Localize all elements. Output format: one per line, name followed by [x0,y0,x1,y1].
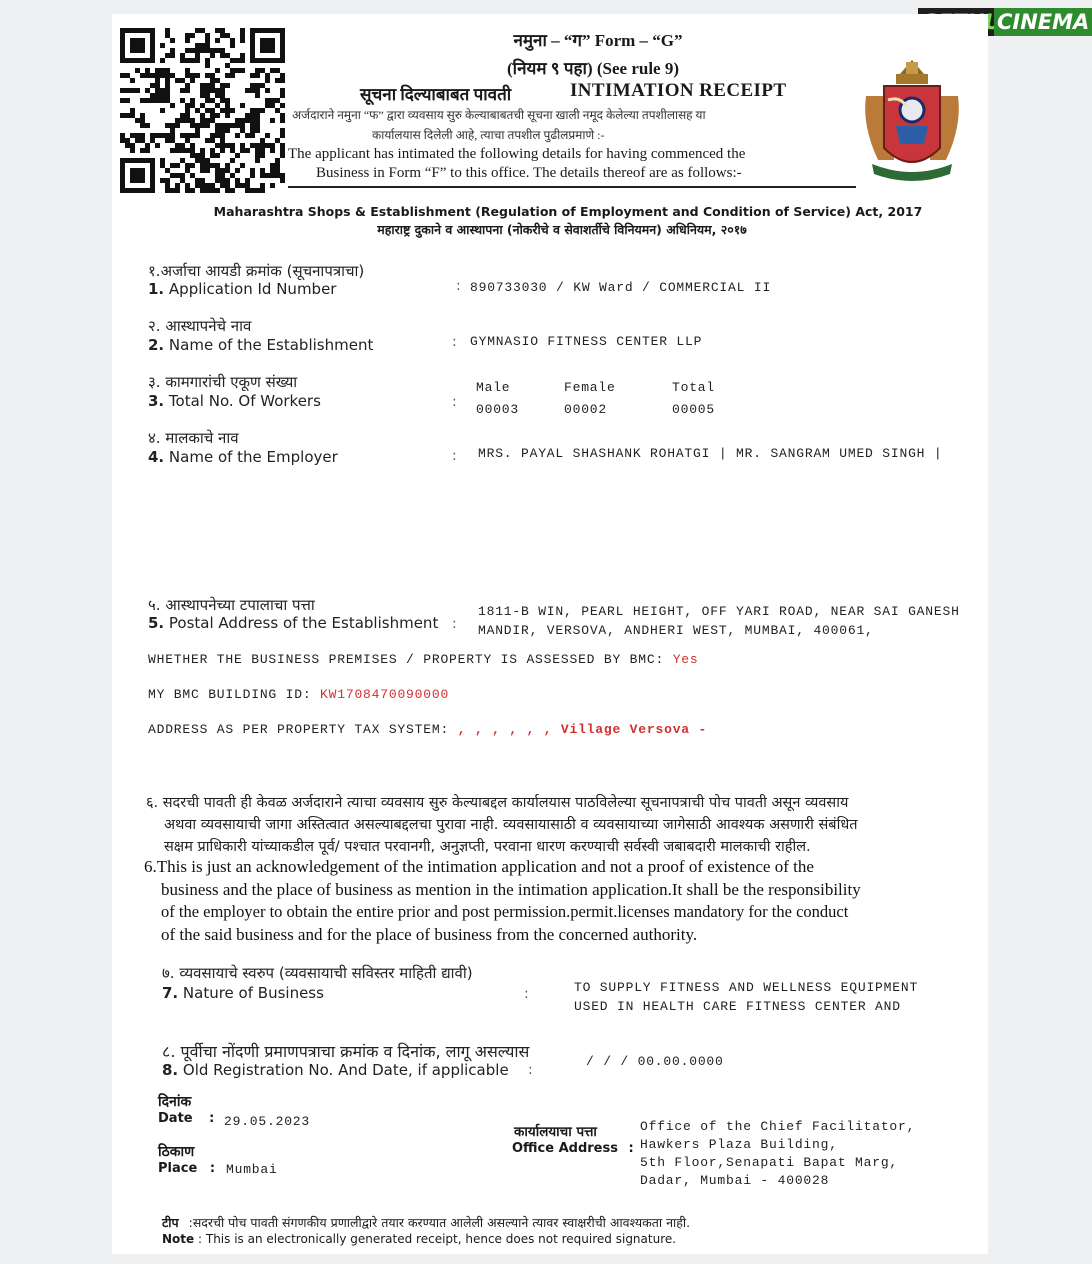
date-label-en: Date [158,1111,193,1126]
workers-total-label: Total [672,380,716,395]
place-value: Mumbai [226,1162,278,1177]
property-tax-address-value: , , , , , , Village Versova - [457,722,708,737]
field2-colon: : [452,334,457,350]
note-en-text: : This is an electronically generated receipt, hence does not required signature. [198,1232,677,1246]
bmc-assessed-value: Yes [672,652,699,667]
bmc-building-id-label: MY BMC BUILDING ID: [148,687,312,702]
nature-of-business-line1: TO SUPPLY FITNESS AND WELLNESS EQUIPMENT [574,980,919,995]
establishment-name-value: GYMNASIO FITNESS CENTER LLP [470,334,703,349]
field1-colon: : [456,278,461,294]
bmc-building-id-value: KW1708470090000 [320,687,450,702]
clause6-en-line3: of the employer to obtain the entire prior and post permission.permit.licenses mandatory for the conduct [161,902,849,921]
rule-reference: (नियम ९ पहा) (See rule 9) [507,59,679,78]
date-label-mr: दिनांक [158,1094,192,1110]
field1-number: 1. [148,280,165,298]
office-address-line1: Office of the Chief Facilitator, [640,1119,916,1134]
field8-colon: : [528,1062,533,1078]
workers-female-label: Female [564,380,616,395]
clause6-en-line2: business and the place of business as mention in the intimation application.It shall be the responsibility [161,879,861,899]
workers-total-value: 00005 [672,402,716,417]
field3-label-mr: ३. कामगारांची एकूण संख्या [148,373,298,391]
clause6-en-line4: of the said business and for the place of business from the concerned authority. [161,924,698,944]
office-label-en: Office Address [512,1141,618,1156]
property-tax-address-label: ADDRESS AS PER PROPERTY TAX SYSTEM: [148,722,450,737]
field8-label-en: Old Registration No. And Date, if applicable [182,1061,509,1079]
field4-colon: : [452,448,457,464]
employer-name-value: MRS. PAYAL SHASHANK ROHATGI | MR. SANGRAM UMED SINGH | [478,446,943,461]
office-label-mr: कार्यालयाचा पत्ता [514,1124,597,1140]
field1-label-en: Application Id Number [168,280,337,298]
field1-label-mr: १.अर्जाचा आयडी क्रमांक (सूचनापत्राचा) [148,262,365,280]
intro-en-line1: The applicant has intimated the following details for having commenced the [288,146,746,162]
field7-label-mr: ७. व्यवसायाचे स्वरुप (व्यवसायाची सविस्तर माहिती द्यावी) [162,964,473,982]
bmc-emblem [860,56,964,188]
workers-male-label: Male [476,380,511,395]
note-en-label: Note [162,1232,195,1246]
header-rule [288,186,856,188]
watermark-text-2: CINEMA [994,8,1092,36]
field3-colon: : [452,394,457,410]
nature-of-business-line2: USED IN HEALTH CARE FITNESS CENTER AND [574,999,901,1014]
field7-number: 7. [162,984,179,1002]
old-registration-value: / / / 00.00.0000 [586,1054,724,1069]
field4-label-en: Name of the Employer [168,448,338,466]
act-name-mr: महाराष्ट्र दुकाने व आस्थापना (नोकरीचे व सेवाशर्तीचे विनियमन) अधिनियम, २०१७ [377,222,747,237]
clause6-mr-line1: ६. सदरची पावती ही केवळ अर्जदाराने त्याचा व्यवसाय सुरु केल्याबद्दल कार्यालयास पाठविलेल्या सूचनापत्राची पोच पावती असून व्यवसाय [146,795,849,811]
office-address-line2: Hawkers Plaza Building, [640,1137,838,1152]
field5-label-mr: ५. आस्थापनेच्या टपालाचा पत्ता [148,596,315,614]
date-value: 29.05.2023 [224,1114,311,1129]
receipt-title-en: INTIMATION RECEIPT [570,80,787,101]
place-label-en: Place [158,1161,198,1176]
intro-en-line2: Business in Form “F” to this office. The details thereof are as follows:- [316,165,742,181]
office-address-line4: Dadar, Mumbai - 400028 [640,1173,830,1188]
postal-address-line2: MANDIR, VERSOVA, ANDHERI WEST, MUMBAI, 400061, [478,623,874,638]
note-mr-label: टीप [162,1215,179,1230]
field5-colon: : [452,616,457,632]
receipt-page: नमुना – “ग” Form – “G” (नियम ९ पहा) (See rule 9) सूचना दिल्याबाबत पावती INTIMATION RECEIPT अर्जदाराने नमुना “फ” द्वारा व्यवसाय सुरु केल्याबाबतची सूचना खाली नमूद केलेल्या तपशीलासह या कार्यालयास दिलेली आहे, त्याचा तपशील पुढीलप्रमाणे :- The applicant has intimated the following details for having commenced the Business in Form “F” to this office. The details thereof are as follows:- Maharashtra Shops & Establishment (Regulation of Employment and Condition of Service) Act, 2017 महाराष्ट्र दुकाने व आस्थापना (नोकरीचे व सेवाशर्तीचे विनियमन) अधिनियम, २०१७ १.अर्जाचा आयडी क्रमांक (सूचनापत्राचा) 1. Application Id Number : 890733030 / KW Ward / COMMERCIAL II २. आस्थापनेचे नाव 2. Name of the Establishment : GYMNASIO FITNESS CENTER LLP ३. कामगारांची एकूण संख्या 3. Total No. Of Workers : Male Female Total 00003 00002 00005 ४. मालकाचे नाव 4. Name of the Employer : MRS. PAYAL SHASHANK ROHATGI | MR. SANGRAM UMED SINGH | ५. आस्थापनेच्या टपालाचा पत्ता 5. Postal Address of the Establishment : 1811-B WIN, PEARL HEIGHT, OFF YARI ROAD, NEAR SAI GANESH MANDIR, VERSOVA, ANDHERI WEST, MUMBAI, 400061, WHETHER THE BUSINESS PREMISES / PROPERTY IS ASSESSED BY BMC: Yes MY BMC BUILDING ID: KW1708470090000 ADDRESS AS PER PROPERTY TAX SYSTEM: , , , , , , Village Versova - ६. सदरची पावती ही केवळ अर्जदाराने त्याचा व्यवसाय सुरु केल्याबद्दल कार्यालयास पाठविलेल्या सूचनापत्राची पोच पावती असून व्यवसाय अथवा व्यवसायाची जागा अस्तित्वात असल्याबद्दलचा पुरावा नाही. व्यवसायासाठी व व्यवसायाच्या जागेसाठी आवश्यक असणारी संबंधित सक्षम प्राधिकारी यांच्याकडील पूर्व/ पश्चात परवानगी, अनुज्ञप्ती, परवाना धारण करण्याची सर्वस्वी जबाबदारी मालकाची राहील. 6.This is just an acknowledgement of the intimation application and not a proof of existence of the business and the place of business as mention in the intimation application.It shall be the responsibility of the employer to obtain the entire prior and post permission.permit.licenses mandatory for the conduct of the said business and for the place of business from the concerned authority. ७. व्यवसायाचे स्वरुप (व्यवसायाची सविस्तर माहिती द्यावी) 7. Nature of Business : TO SUPPLY FITNESS AND WELLNESS EQUIPMENT USED IN HEALTH CARE FITNESS CENTER AND ८. पूर्वीचा नोंदणी प्रमाणपत्राचा क्रमांक व दिनांक, लागू असल्यास 8. Old Registration No. And Date, if applicable : / / / 00.00.0000 दिनांक Date : 29.05.2023 ठिकाण Place : Mumbai कार्यालयाचा पत्ता Office Address : Office of the Chief Facilitator, Hawkers Plaza Building, 5th Floor,Senapati Bapat Marg, Dadar, Mumbai - 400028 टीप :सदरची पोच पावती संगणकीय प्रणालीद्वारे तयार करण्यात आलेली असल्याने त्यावर स्वाक्षरीची आवश्यकता नाही. Note : This is an electronically generated receipt, hence does not required signature. [112,14,988,1254]
field5-label-en: Postal Address of the Establishment [168,614,439,632]
field3-number: 3. [148,392,165,410]
field7-colon: : [524,986,529,1002]
act-name-en: Maharashtra Shops & Establishment (Regulation of Employment and Condition of Service) Act, 2017 [213,204,923,219]
field2-label-mr: २. आस्थापनेचे नाव [148,317,252,335]
workers-female-value: 00002 [564,402,608,417]
field2-label-en: Name of the Establishment [168,336,374,354]
form-title: नमुना – “ग” Form – “G” [513,31,683,50]
place-label-mr: ठिकाण [158,1144,195,1160]
qr-code [120,28,286,194]
receipt-title-mr: सूचना दिल्याबाबत पावती [360,85,512,104]
clause6-en-line1: 6.This is just an acknowledgement of the intimation application and not a proof of existence of the [144,857,814,876]
intro-mr-line1: अर्जदाराने नमुना “फ” द्वारा व्यवसाय सुरु केल्याबाबतची सूचना खाली नमूद केलेल्या तपशीलासह या [292,108,706,122]
bmc-assessed-label: WHETHER THE BUSINESS PREMISES / PROPERTY IS ASSESSED BY BMC: [148,652,665,667]
clause6-mr-line3: सक्षम प्राधिकारी यांच्याकडील पूर्व/ पश्चात परवानगी, अनुज्ञप्ती, परवाना धारण करण्याची सर्वस्वी जबाबदारी मालकाची राहील. [164,839,811,855]
field5-number: 5. [148,614,165,632]
field2-number: 2. [148,336,165,354]
workers-male-value: 00003 [476,402,520,417]
field8-number: 8. [162,1061,179,1079]
clause6-mr-line2: अथवा व्यवसायाची जागा अस्तित्वात असल्याबद्दलचा पुरावा नाही. व्यवसायासाठी व व्यवसायाच्या जागेसाठी आवश्यक असणारी संबंधित [164,817,858,833]
field4-label-mr: ४. मालकाचे नाव [148,429,239,447]
field4-number: 4. [148,448,165,466]
field8-label-mr: ८. पूर्वीचा नोंदणी प्रमाणपत्राचा क्रमांक व दिनांक, लागू असल्यास [162,1042,530,1061]
office-address-line3: 5th Floor,Senapati Bapat Marg, [640,1155,899,1170]
application-id-value: 890733030 / KW Ward / COMMERCIAL II [470,280,772,295]
field3-label-en: Total No. Of Workers [168,392,321,410]
postal-address-line1: 1811-B WIN, PEARL HEIGHT, OFF YARI ROAD, NEAR SAI GANESH [478,604,960,619]
note-mr-text: :सदरची पोच पावती संगणकीय प्रणालीद्वारे तयार करण्यात आलेली असल्याने त्यावर स्वाक्षरीची आवश्यकता नाही. [188,1215,691,1230]
field7-label-en: Nature of Business [182,984,324,1002]
intro-mr-line2: कार्यालयास दिलेली आहे, त्याचा तपशील पुढीलप्रमाणे :- [372,128,605,142]
